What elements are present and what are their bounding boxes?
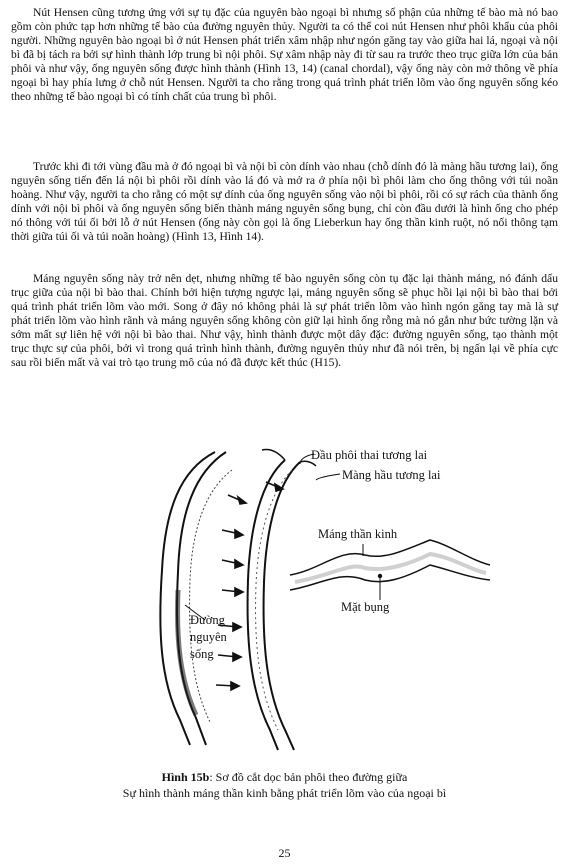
label-neural-groove: Máng thần kinh [318, 527, 398, 541]
page-number: 25 [278, 846, 291, 860]
label-ventral-side: Mặt bụng [341, 600, 390, 614]
caption-title: : Sơ đồ cắt dọc bản phôi theo đường giữa [209, 770, 408, 784]
paragraph-3: Máng nguyên sống này trở nên dẹt, nhưng những tế bào nguyên sống còn tụ đặc lại thành mảng, nó đánh dấu trục giữa của nội bì bào thai. Chính bởi hiện tượng ngược lại, mảng nguyên sống sẽ phục hồi lại nội bì bào thai bởi quá trình phát triển lõm vào mới. Song ở đây nó không phải là sự phát triển lõm vào hình ngón găng tay mà là sự phát triển lõm vào hình rãnh và mảng nguyên sống không còn giữ lại hình ống rỗng mà nó gắn như bức tường lặn và sớm mất sự liên hệ với nội bì bào thai. Như vậy, hình thành được một dây đặc: đường nguyên sống, tạo thành một trục thực sự của phôi, bởi vì trong quá trình hình thành, đường nguyên thủy như đã nói trên, bị ngấn lại về phía cực sau rồi biến mất và vai trò tạo trung mô của nó đã được kết thúc (H15). [11, 272, 558, 369]
label-notochord: Đường nguyên sống [190, 613, 227, 661]
embryo-section-drawing [0, 440, 569, 760]
figure-15b [0, 440, 569, 760]
figure-caption-subtitle: Sự hình thành máng thần kinh bằng phát triển lõm vào của ngoại bì [122, 786, 447, 800]
label-membrane: Màng hầu tương lai [342, 468, 441, 482]
caption-figure-number: Hình 15b [161, 770, 210, 784]
paragraph-2: Trước khi đi tới vùng đầu mà ở đó ngoại bì và nội bì còn dính vào nhau (chỗ dính đó là màng hầu tương lai), ống nguyên sống tiến đến lá nội bì phôi rồi dính vào lá đó và mở ra ở phía nội bì phôi làm cho ống thông với túi noãn hoàng. Như vậy, người ta cho rằng có một sự dính của ống nguyên sống vào nội bì phôi, rồi có sự rách của thành ống dính với nội bì phôi và ống nguyên sống biến thành máng nguyên sống bụng, chỉ còn đầu dưới là hình ống cho phép nó thông với túi ối bởi lỗ ở nút Hensen (ống này còn gọi là ống Lieberkun hay ống thần kinh ruột, nó nối thông tạm thời giữa túi ối và túi noãn hoàng) (Hình 13, Hình 14). [11, 160, 558, 243]
figure-caption [0, 770, 569, 785]
paragraph-1: Nút Hensen cũng tương ứng với sự tụ đặc của nguyên bào ngoại bì nhưng số phận của những tế bào mà nó bao gồm còn phức tạp hơn những tế bào của đường nguyên thủy. Người ta có thể coi nút Hensen như phôi khẩu của phôi người. Những nguyên bào ngoại bì ở nút Hensen phát triển xâm nhập như ngón găng tay vào giữa hai lá, ngoại và nội bì đã bị tách ra bởi sự hình thành lớp trung bì nội phôi. Sự xâm nhập này đi từ sau ra trước theo trục giữa lớn của bản phôi và như vậy, ống nguyên sống được hình thành (Hình 13, 14) (canal chordal), vậy ống này còn mở thông về phía ngoại bì hay phía lưng ở chỗ nút Hensen. Người ta cho rằng trong quá trình phát triển lõm vào ống nguyên sống kéo theo những tế bào ngoại bì có tính chất của trung bì phôi. [11, 6, 558, 103]
label-head: Đầu phôi thai tương lai [311, 448, 428, 462]
